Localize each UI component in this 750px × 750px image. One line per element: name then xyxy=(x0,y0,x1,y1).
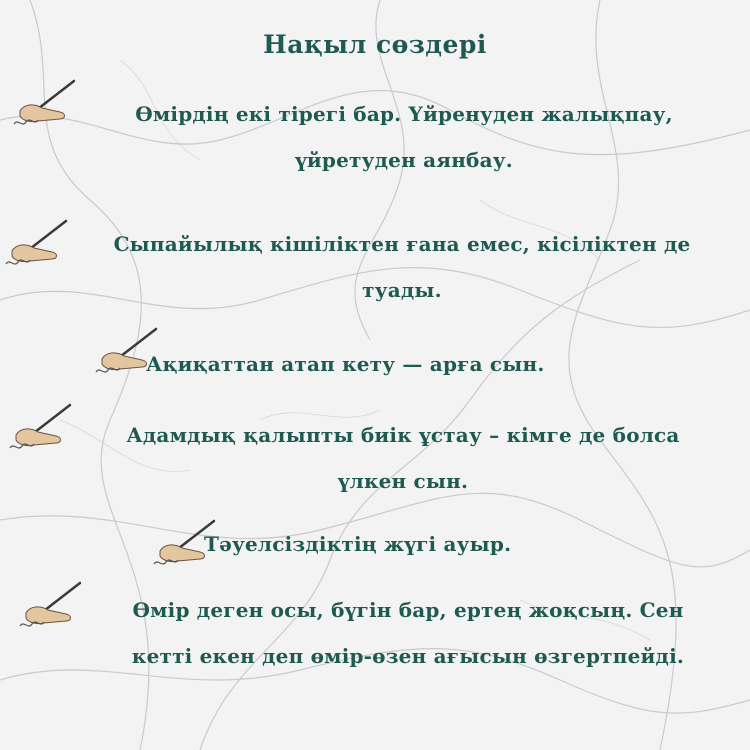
quote-6-line-1: Өмір деген осы, бүгін бар, ертең жоқсың. Сен xyxy=(132,598,684,622)
quote-5 xyxy=(204,521,624,567)
quote-1-line-2: үйретуден аянбау. xyxy=(295,148,513,172)
quote-4 xyxy=(58,412,748,504)
quote-1-line-1: Өмірдің екі тірегі бар. Үйренуден жалықпау, xyxy=(135,102,673,126)
quote-6-line-2: кетті екен деп өмір-өзен ағысын өзгертпейді. xyxy=(131,644,685,668)
quote-3 xyxy=(146,341,626,387)
page-title: Нақыл сөздері xyxy=(263,30,487,59)
quote-3-line-1: Ақиқаттан атап кету — арға сын. xyxy=(146,352,545,376)
quote-5-line-1: Тәуелсіздіктің жүгі ауыр. xyxy=(204,532,512,556)
quote-2 xyxy=(54,221,750,313)
quote-6 xyxy=(70,587,746,679)
quote-4-line-2: үлкен сын. xyxy=(337,469,469,493)
quote-2-line-2: туады. xyxy=(362,278,442,302)
quote-1 xyxy=(64,91,744,183)
quote-4-line-1: Адамдық қалыпты биік ұстау – кімге де болса xyxy=(126,423,680,447)
quote-2-line-1: Сыпайылық кішіліктен ғана емес, кісіліктен де xyxy=(113,232,691,256)
